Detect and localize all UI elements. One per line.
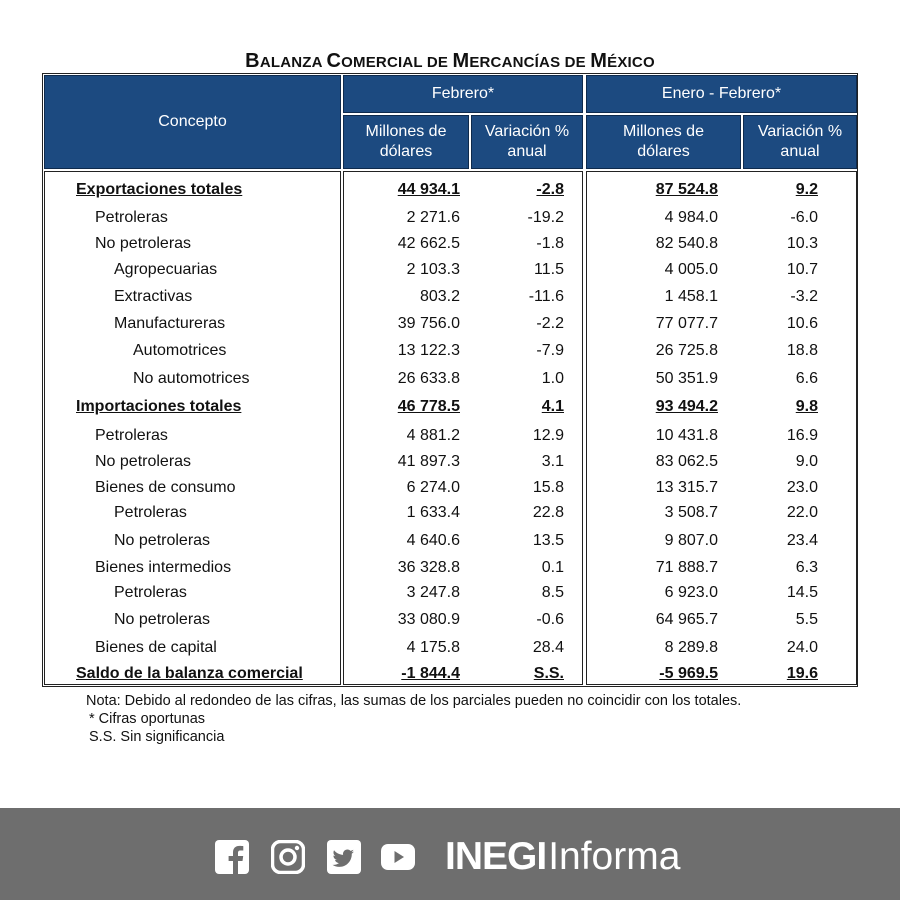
header-group-febrero: Febrero* [343,75,583,113]
table-row: Petroleras 1 633.4 22.8 3 508.7 22.0 [114,504,818,521]
table-row: Petroleras 4 881.2 12.9 10 431.8 16.9 [95,427,818,444]
table-row: Bienes de capital 4 175.8 28.4 8 289.8 24.0 [95,639,818,656]
table-title: BALANZA COMERCIAL DE MERCANCÍAS DE MÉXICO [245,50,655,72]
youtube-icon[interactable] [381,840,415,874]
header-variacion-1: Variación % anual [471,115,583,169]
table-row: No petroleras 4 640.6 13.5 9 807.0 23.4 [114,532,818,549]
table-row: Agropecuarias 2 103.3 11.5 4 005.0 10.7 [114,261,818,278]
header-variacion-2: Variación % anual [743,115,857,169]
header-group-enero-febrero: Enero - Febrero* [586,75,857,113]
notes [86,692,741,746]
table-row: Automotrices 13 122.3 -7.9 26 725.8 18.8 [133,342,818,359]
table-row: Bienes de consumo 6 274.0 15.8 13 315.7 23.0 [95,479,818,496]
table-row: Extractivas 803.2 -11.6 1 458.1 -3.2 [114,288,818,305]
note-ss: S.S. Sin significancia [89,729,225,745]
table-row: Saldo de la balanza comercial -1 844.4 S.S. -5 969.5 19.6 [76,665,818,682]
table-row: Importaciones totales 46 778.5 4.1 93 494.2 9.8 [76,398,818,415]
table-row: Petroleras 3 247.8 8.5 6 923.0 14.5 [114,584,818,601]
table-row: Bienes intermedios 36 328.8 0.1 71 888.7 6.3 [95,559,818,576]
header-concept: Concepto [44,75,341,169]
note-rounding: Nota: Debido al redondeo de las cifras, las sumas de los parciales pueden no coincidir con los totales. [86,693,742,709]
note-cifras: * Cifras oportunas [89,711,206,727]
table-row: No petroleras 42 662.5 -1.8 82 540.8 10.3 [95,235,818,252]
table-row: No automotrices 26 633.8 1.0 50 351.9 6.6 [133,370,818,387]
table-row: Petroleras 2 271.6 -19.2 4 984.0 -6.0 [95,209,818,226]
facebook-icon[interactable] [215,840,249,874]
table-row: No petroleras 41 897.3 3.1 83 062.5 9.0 [95,453,818,470]
inegi-informa-logo: INEGIInforma [445,835,681,878]
twitter-icon[interactable] [327,840,361,874]
table-row: No petroleras 33 080.9 -0.6 64 965.7 5.5 [114,611,818,628]
table-row: Exportaciones totales 44 934.1 -2.8 87 524.8 9.2 [76,181,818,198]
table-row: Manufactureras 39 756.0 -2.2 77 077.7 10.6 [114,315,818,332]
header-millones-1: Millones de dólares [343,115,469,169]
header-millones-2: Millones de dólares [586,115,741,169]
instagram-icon[interactable] [271,840,305,874]
